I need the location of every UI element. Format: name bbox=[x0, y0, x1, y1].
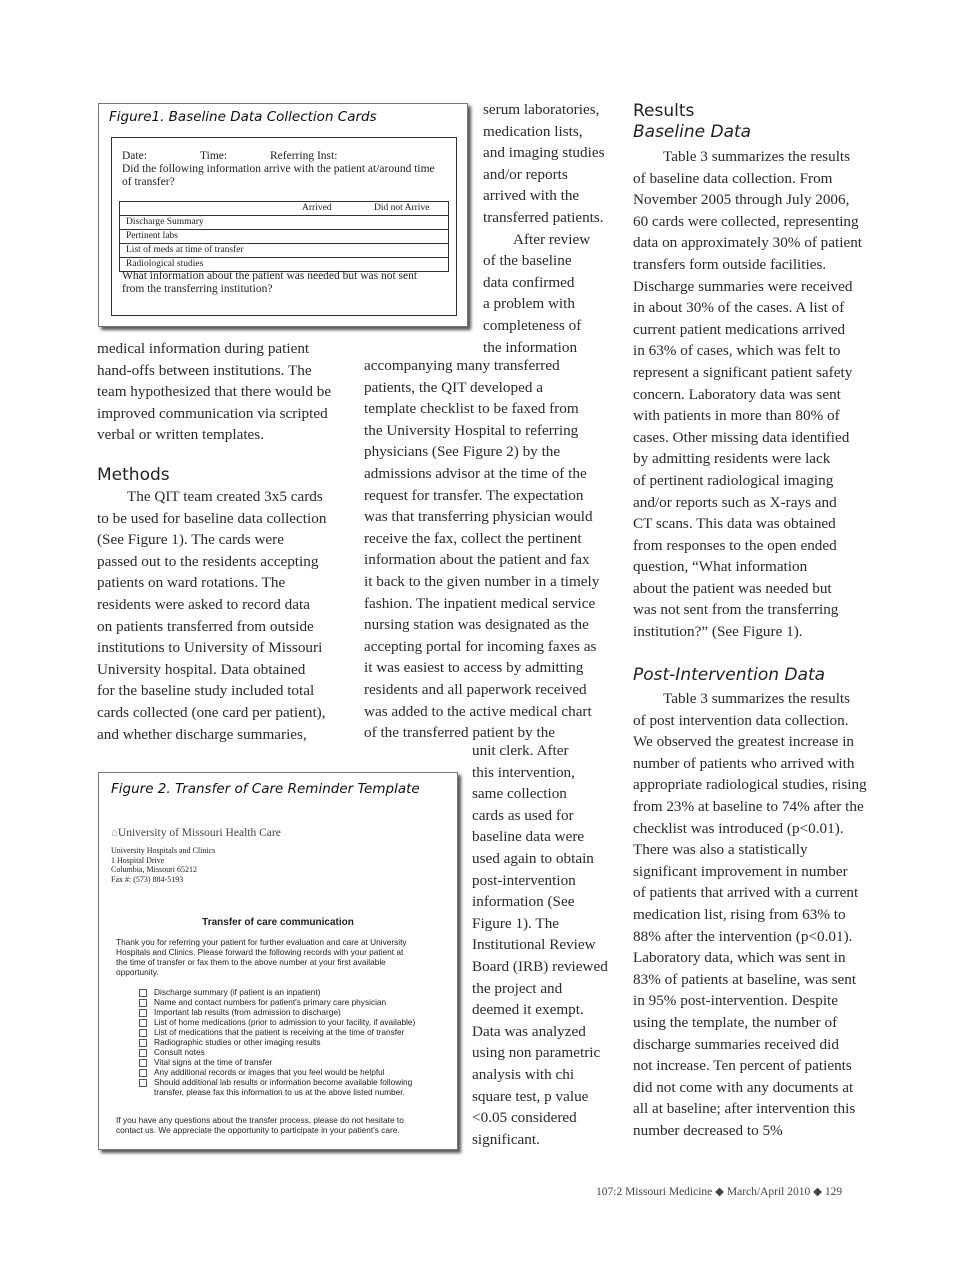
text-line: to be used for baseline data collection bbox=[97, 509, 327, 527]
text-line: 83% of patients at baseline, was sent bbox=[633, 970, 857, 988]
text-block bbox=[483, 99, 605, 358]
address-line: 1 Hospital Drive bbox=[111, 855, 165, 865]
heading-baseline-data: Baseline Data bbox=[633, 122, 752, 142]
card-row: List of meds at time of transfer bbox=[120, 243, 448, 257]
text-line: number decreased to 5% bbox=[633, 1121, 783, 1139]
checklist-item: List of medications that the patient is receiving at the time of transfer bbox=[139, 1027, 429, 1037]
text-line: information about the patient and fax bbox=[364, 551, 590, 569]
text-line: square test, p value bbox=[472, 1087, 589, 1105]
text-line: fashion. The inpatient medical service bbox=[364, 594, 596, 612]
text-line: Table 3 summarizes the results bbox=[663, 148, 851, 165]
checklist-item: Vital signs at the time of transfer bbox=[139, 1057, 429, 1067]
text-line: on patients transferred from outside bbox=[97, 617, 314, 635]
template-line: If you have any questions about the transfer process, please do not hesitate to bbox=[116, 1115, 404, 1125]
template-title: Transfer of care communication bbox=[202, 917, 354, 928]
text-line: it back to the given number in a timely bbox=[364, 572, 600, 590]
text-line: represent a significant patient safety bbox=[633, 363, 853, 381]
text-line: passed out to the residents accepting bbox=[97, 552, 319, 570]
text-line: of baseline data collection. From bbox=[633, 169, 833, 187]
text-line: deemed it exempt. bbox=[472, 1001, 584, 1019]
checklist-item: Discharge summary (if patient is an inpatient) bbox=[139, 987, 429, 997]
text-line: University hospital. Data obtained bbox=[97, 660, 306, 678]
card-row: Pertinent labs bbox=[120, 229, 448, 243]
text-line: in 63% of cases, which was felt to bbox=[633, 342, 841, 360]
text-line: residents were asked to record data bbox=[97, 595, 310, 613]
text-line: it was easiest to access by admitting bbox=[364, 659, 584, 677]
figure-2 bbox=[98, 772, 458, 1150]
open-question-1: What information about the patient was needed but was not sent bbox=[122, 270, 418, 282]
checklist-item: Should additional lab results or information become available following transfer, please fax this information to us at the above listed number. bbox=[139, 1077, 429, 1097]
text-line: Laboratory data, which was sent in bbox=[633, 949, 846, 967]
text-line: transferred patients. bbox=[483, 208, 604, 226]
address-line: Fax #: (573) 884-5193 bbox=[111, 874, 184, 884]
text-block bbox=[97, 486, 326, 745]
text-line: with patients in more than 80% of bbox=[633, 407, 840, 425]
text-line: discharge summaries received did bbox=[633, 1035, 839, 1053]
template-line: contact us. We appreciate the opportunity to participate in your patient's care. bbox=[116, 1125, 400, 1135]
card-question-2: of transfer? bbox=[122, 176, 175, 188]
text-line: not increase. Ten percent of patients bbox=[633, 1057, 852, 1075]
card-question-1: Did the following information arrive with the patient at/around time bbox=[122, 163, 435, 175]
checklist-item: Radiographic studies or other imaging results bbox=[139, 1037, 429, 1047]
text-line: a problem with bbox=[483, 295, 575, 313]
text-line: of the transferred patient by the bbox=[364, 724, 556, 742]
text-line: cards collected (one card per patient), bbox=[97, 703, 326, 721]
text-line: CT scans. This data was obtained bbox=[633, 515, 836, 533]
text-line: serum laboratories, bbox=[483, 101, 600, 118]
text-line: significant improvement in number bbox=[633, 862, 848, 880]
text-line: this intervention, bbox=[472, 763, 575, 781]
text-line: data on approximately 30% of patient bbox=[633, 234, 863, 252]
text-line: receive the fax, collect the pertinent bbox=[364, 529, 582, 547]
page-footer: 107:2 Missouri Medicine ◆ March/April 2010 ◆ 129 bbox=[596, 1186, 843, 1198]
text-block bbox=[472, 740, 608, 1150]
template-checklist bbox=[139, 987, 429, 1097]
text-line: hand-offs between institutions. The bbox=[97, 361, 312, 379]
card-table-header bbox=[120, 202, 448, 215]
checklist-item: List of home medications (prior to admission to your facility, if available) bbox=[139, 1017, 429, 1027]
text-line: Figure 1). The bbox=[472, 914, 560, 932]
text-line: was that transferring physician would bbox=[364, 508, 593, 526]
text-line: and/or reports bbox=[483, 165, 568, 183]
text-line: current patient medications arrived bbox=[633, 320, 846, 338]
text-line: The QIT team created 3x5 cards bbox=[127, 488, 323, 505]
text-line: unit clerk. After bbox=[472, 742, 569, 759]
logo-arch-icon: ⌂ bbox=[111, 827, 118, 839]
checklist-item: Consult notes bbox=[139, 1047, 429, 1057]
text-line: for the baseline study included total bbox=[97, 682, 315, 700]
text-line: baseline data were bbox=[472, 828, 585, 846]
template-intro bbox=[116, 937, 407, 977]
template-line: Thank you for referring your patient for further evaluation and care at University bbox=[116, 937, 407, 947]
text-line: analysis with chi bbox=[472, 1065, 575, 1083]
text-line: arrived with the bbox=[483, 187, 580, 205]
text-block bbox=[633, 146, 862, 643]
text-line: cases. Other missing data identified bbox=[633, 428, 850, 446]
text-line: the University Hospital to referring bbox=[364, 421, 579, 439]
text-line: all at baseline; after intervention this bbox=[633, 1100, 856, 1118]
text-line: completeness of bbox=[483, 316, 582, 334]
text-line: in 95% post-intervention. Despite bbox=[633, 992, 838, 1010]
text-line: same collection bbox=[472, 785, 567, 803]
checklist-item: Any additional records or images that you feel would be helpful bbox=[139, 1067, 429, 1077]
template-line: opportunity. bbox=[116, 967, 159, 977]
text-line: of the baseline bbox=[483, 252, 572, 270]
text-line: template checklist to be faxed from bbox=[364, 400, 579, 418]
text-line: medication lists, bbox=[483, 122, 583, 140]
text-line: institution?” (See Figure 1). bbox=[633, 623, 803, 641]
text-line: institutions to University of Missouri bbox=[97, 639, 323, 657]
text-line: November 2005 through July 2006, bbox=[633, 191, 850, 209]
card-row: Radiological studies bbox=[120, 257, 448, 271]
text-block bbox=[364, 355, 599, 744]
text-block bbox=[97, 338, 331, 446]
text-line: There was also a statistically bbox=[633, 841, 808, 859]
text-line: by admitting residents were lack bbox=[633, 450, 831, 468]
text-line: of pertinent radiological imaging bbox=[633, 471, 834, 489]
time-label: Time: bbox=[200, 150, 228, 162]
figure-1-caption: Figure1. Baseline Data Collection Cards bbox=[109, 109, 377, 125]
text-line: significant. bbox=[472, 1130, 540, 1148]
text-line: medical information during patient bbox=[97, 340, 310, 357]
text-line: accepting portal for incoming faxes as bbox=[364, 637, 597, 655]
col-not-arrived: Did not Arrive bbox=[374, 203, 430, 213]
text-line: Data was analyzed bbox=[472, 1022, 586, 1040]
template-line: Hospitals and Clinics. Please forward the following records with your patient at bbox=[116, 947, 404, 957]
text-line: data confirmed bbox=[483, 273, 575, 291]
text-line: was not sent from the transferring bbox=[633, 601, 839, 619]
text-line: in about 30% of the cases. A list of bbox=[633, 299, 845, 317]
text-line: from 23% at baseline to 74% after the bbox=[633, 797, 864, 815]
data-collection-card bbox=[111, 137, 457, 316]
template-closing bbox=[116, 1115, 404, 1135]
text-line: Institutional Review bbox=[472, 936, 596, 954]
text-line: of post intervention data collection. bbox=[633, 711, 849, 729]
text-line: Board (IRB) reviewed bbox=[472, 957, 608, 975]
text-line: used again to obtain bbox=[472, 849, 594, 867]
card-row: Discharge Summary bbox=[120, 215, 448, 229]
text-line: of patients that arrived with a current bbox=[633, 884, 859, 902]
text-line: transfers form outside facilities. bbox=[633, 255, 827, 273]
open-question-2: from the transferring institution? bbox=[122, 283, 273, 295]
text-line: team hypothesized that there would be bbox=[97, 383, 332, 401]
text-line: question, “What information bbox=[633, 558, 808, 576]
text-line: information (See bbox=[472, 893, 575, 911]
text-line: the project and bbox=[472, 979, 563, 997]
checklist-item: Name and contact numbers for patient's primary care physician bbox=[139, 997, 429, 1007]
text-line: 60 cards were collected, representing bbox=[633, 212, 859, 230]
text-line: number of patients who arrived with bbox=[633, 754, 855, 772]
text-line: residents and all paperwork received bbox=[364, 680, 587, 698]
text-line: the information bbox=[483, 338, 578, 356]
text-line: patients on ward rotations. The bbox=[97, 574, 286, 592]
text-line: medication list, rising from 63% to bbox=[633, 905, 846, 923]
text-line: post-intervention bbox=[472, 871, 576, 889]
text-line: was added to the active medical chart bbox=[364, 702, 592, 720]
text-line: accompanying many transferred bbox=[364, 357, 560, 374]
heading-methods: Methods bbox=[97, 465, 170, 485]
checklist-item: Important lab results (from admission to discharge) bbox=[139, 1007, 429, 1017]
text-line: and imaging studies bbox=[483, 144, 605, 162]
text-line: improved communication via scripted bbox=[97, 404, 328, 422]
text-line: request for transfer. The expectation bbox=[364, 486, 584, 504]
text-line: Table 3 summarizes the results bbox=[663, 690, 851, 707]
text-line: did not come with any documents at bbox=[633, 1078, 854, 1096]
figure-1 bbox=[98, 103, 468, 327]
text-line: 88% after the intervention (p<0.01). bbox=[633, 927, 853, 945]
text-line: concern. Laboratory data was sent bbox=[633, 385, 841, 403]
col-arrived: Arrived bbox=[302, 203, 332, 213]
text-line: about the patient was needed but bbox=[633, 579, 832, 597]
text-line: patients, the QIT developed a bbox=[364, 378, 543, 396]
text-line: cards as used for bbox=[472, 806, 574, 824]
text-line: admissions advisor at the time of the bbox=[364, 464, 587, 482]
date-label: Date: bbox=[122, 150, 147, 162]
text-line: We observed the greatest increase in bbox=[633, 733, 855, 751]
text-line: and whether discharge summaries, bbox=[97, 725, 307, 743]
university-logo bbox=[111, 829, 281, 839]
template-line: the time of transfer or fax them to the above number at your first available bbox=[116, 957, 386, 967]
text-line: using the template, the number of bbox=[633, 1013, 838, 1031]
text-line: and/or reports such as X-rays and bbox=[633, 493, 837, 511]
text-line: <0.05 considered bbox=[472, 1109, 577, 1127]
text-line: verbal or written templates. bbox=[97, 426, 265, 444]
text-line: appropriate radiological studies, rising bbox=[633, 776, 867, 794]
card-table bbox=[119, 201, 449, 272]
figure-2-caption: Figure 2. Transfer of Care Reminder Template bbox=[111, 781, 420, 797]
address-line: University Hospitals and Clinics bbox=[111, 846, 216, 855]
text-block bbox=[633, 688, 867, 1141]
text-line: using non parametric bbox=[472, 1044, 601, 1062]
address bbox=[111, 846, 215, 884]
text-line: Discharge summaries were received bbox=[633, 277, 853, 295]
text-line: nursing station was designated as the bbox=[364, 616, 589, 634]
text-line: from responses to the open ended bbox=[633, 536, 837, 554]
address-line: Columbia, Missouri 65212 bbox=[111, 865, 198, 874]
heading-post-intervention-data: Post-Intervention Data bbox=[633, 665, 826, 685]
referring-label: Referring Inst: bbox=[270, 150, 338, 162]
text-line: physicians (See Figure 2) by the bbox=[364, 443, 561, 461]
logo-text: University of Missouri Health Care bbox=[117, 827, 281, 839]
text-line: After review bbox=[513, 230, 591, 248]
heading-results: Results bbox=[633, 101, 695, 121]
text-line: checklist was introduced (p<0.01). bbox=[633, 819, 844, 837]
text-line: (See Figure 1). The cards were bbox=[97, 531, 284, 549]
